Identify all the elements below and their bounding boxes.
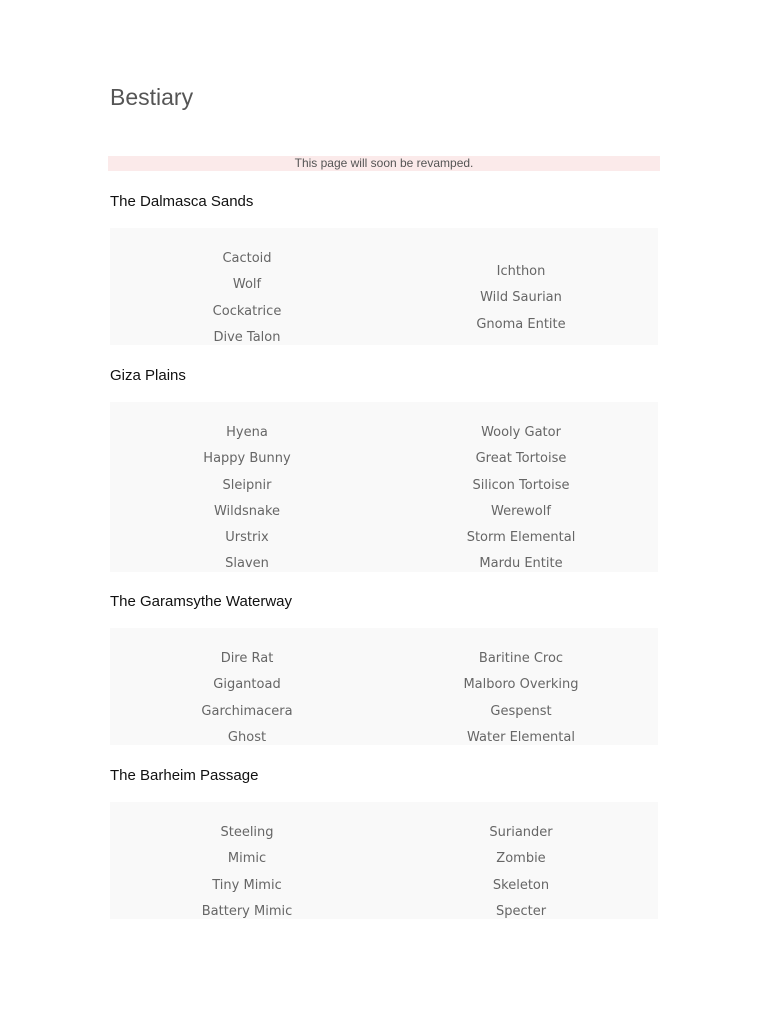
monster-entry[interactable]: Water Elemental — [467, 729, 575, 745]
monster-entry[interactable]: Mardu Entite — [479, 556, 563, 572]
monster-column-right — [384, 424, 658, 572]
section-title-barheim-passage: The Barheim Passage — [110, 767, 259, 784]
monster-column-right — [384, 263, 658, 342]
section-title-dalmasca-sands: The Dalmasca Sands — [110, 193, 254, 210]
monster-list-dalmasca-sands — [110, 228, 658, 345]
monster-entry[interactable]: Slaven — [225, 556, 269, 572]
monster-entry[interactable]: Ichthon — [496, 264, 546, 279]
monster-entry[interactable]: Great Tortoise — [475, 451, 567, 467]
monster-entry[interactable]: Garchimacera — [201, 703, 293, 719]
monster-entry[interactable]: Mimic — [227, 851, 267, 867]
monster-entry[interactable]: Urstrix — [225, 530, 269, 546]
monster-entry[interactable]: Steeling — [220, 825, 274, 840]
monster-entry[interactable]: Tiny Mimic — [212, 877, 282, 893]
monster-entry[interactable]: Suriander — [489, 825, 553, 840]
revamp-notice: This page will soon be revamped. — [108, 156, 660, 171]
monster-column-left — [110, 424, 384, 572]
monster-entry[interactable]: Cockatrice — [212, 303, 282, 319]
monster-entry[interactable]: Wildsnake — [213, 503, 281, 519]
monster-entry[interactable]: Gnoma Entite — [476, 316, 566, 332]
monster-entry[interactable]: Gigantoad — [213, 677, 281, 693]
monster-entry[interactable]: Wild Saurian — [480, 290, 562, 306]
monster-entry[interactable]: Gespenst — [490, 703, 552, 719]
page-title: Bestiary — [110, 84, 194, 110]
monster-entry[interactable]: Silicon Tortoise — [472, 477, 570, 493]
monster-entry[interactable]: Battery Mimic — [201, 903, 293, 919]
monster-entry[interactable]: Hyena — [226, 425, 268, 440]
monster-column-left — [110, 824, 384, 919]
monster-entry[interactable]: Happy Bunny — [203, 451, 291, 467]
monster-entry[interactable]: Dire Rat — [220, 651, 274, 666]
monster-column-left — [110, 250, 384, 345]
monster-column-right — [384, 824, 658, 919]
monster-entry[interactable]: Baritine Croc — [478, 651, 564, 666]
monster-list-garamsythe-waterway — [110, 628, 658, 745]
section-title-garamsythe-waterway: The Garamsythe Waterway — [110, 593, 292, 610]
monster-list-barheim-passage — [110, 802, 658, 919]
monster-entry[interactable]: Skeleton — [492, 877, 550, 893]
monster-entry[interactable]: Zombie — [496, 851, 546, 867]
section-title-giza-plains: Giza Plains — [110, 367, 186, 384]
monster-list-giza-plains — [110, 402, 658, 572]
monster-entry[interactable]: Wooly Gator — [481, 425, 561, 440]
monster-entry[interactable]: Cactoid — [222, 251, 272, 266]
monster-column-right — [384, 650, 658, 745]
monster-entry[interactable]: Dive Talon — [213, 329, 281, 345]
monster-entry[interactable]: Specter — [495, 903, 547, 919]
monster-column-left — [110, 650, 384, 745]
monster-entry[interactable]: Sleipnir — [222, 477, 272, 493]
monster-entry[interactable]: Ghost — [227, 729, 267, 745]
monster-entry[interactable]: Storm Elemental — [466, 530, 576, 546]
monster-entry[interactable]: Werewolf — [491, 503, 551, 519]
monster-entry[interactable]: Malboro Overking — [463, 677, 579, 693]
monster-entry[interactable]: Wolf — [232, 277, 262, 293]
